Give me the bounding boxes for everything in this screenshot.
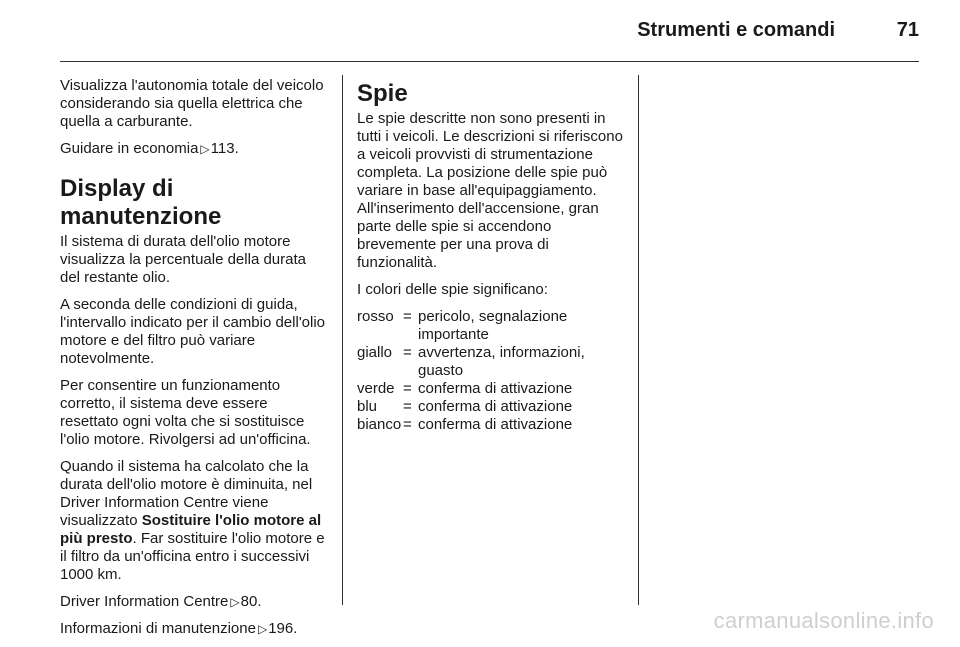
warning-lights-paragraph: Le spie descritte non sono presenti in tutti i veicoli. Le descrizioni si riferiscono a veicoli provvisti di strumentazione completa. La posizione delle spie può variare in base all'equipaggiamento. All'inserimento dell'accensione, gran parte delle spie si accendono brevemente per una prova di funzionalità. (357, 110, 623, 271)
page-header (60, 0, 919, 62)
maintenance-info-reference-page: 196. (268, 620, 298, 637)
color-meaning: avvertenza, informazioni, guasto (418, 344, 585, 379)
color-row (357, 380, 623, 398)
p4-text-pre: Quando il sistema ha calcolato che la durata dell'olio motore è diminuita, nel Driver Information Centre viene visualizzato (60, 458, 313, 529)
column-divider-right (638, 75, 639, 605)
maintenance-paragraph-3: Per consentire un funzionamento corretto, il sistema deve essere resettato ogni volta che si sostituisce l'olio motore. Rivolgersi ad un'officina. (60, 377, 311, 448)
economy-reference (60, 140, 326, 158)
arrow-reference-icon: ▷ (200, 142, 210, 156)
color-name: giallo (357, 344, 393, 361)
equals-sign: = (403, 308, 412, 325)
arrow-reference-icon: ▷ (230, 595, 240, 609)
color-row (357, 416, 623, 434)
maintenance-paragraph-2: A seconda delle condizioni di guida, l'intervallo indicato per il cambio dell'olio motore e del filtro può variare notevolmente. (60, 296, 326, 367)
maintenance-info-reference-text: Informazioni di manutenzione (60, 620, 256, 637)
intro-paragraph: Visualizza l'autonomia totale del veicolo considerando sia quella elettrica che quella a carburante. (60, 77, 324, 130)
site-watermark[interactable]: carmanualsonline.info (713, 608, 934, 633)
color-row (357, 308, 623, 344)
maintenance-display-heading: Display di manutenzione (60, 175, 222, 230)
colors-intro: I colori delle spie significano: (357, 281, 548, 298)
dic-reference-page: 80. (240, 593, 262, 610)
header-divider (60, 61, 919, 62)
left-column (60, 77, 326, 647)
arrow-reference-icon: ▷ (257, 622, 268, 636)
column-divider-left (342, 75, 343, 605)
equals-sign: = (403, 398, 412, 415)
equals-sign: = (403, 416, 412, 433)
dic-reference (60, 593, 326, 611)
color-meaning: conferma di attivazione (418, 380, 573, 397)
maintenance-paragraph-4 (60, 458, 326, 584)
equals-sign: = (403, 344, 412, 361)
section-title: Strumenti e comandi (637, 19, 835, 41)
maintenance-paragraph-1: Il sistema di durata dell'olio motore visualizza la percentuale della durata del restante olio. (60, 233, 306, 286)
maintenance-info-reference (60, 620, 326, 638)
right-column (357, 80, 623, 434)
color-meaning-table (357, 308, 623, 434)
page-number: 71 (896, 19, 919, 41)
warning-lights-heading: Spie (357, 80, 408, 107)
equals-sign: = (403, 380, 412, 397)
color-name: verde (357, 380, 395, 397)
color-name: blu (357, 398, 378, 415)
p4-text-post: . Far sostituire l'olio motore e il filtro da un'officina entro i successivi 1000 km. (60, 530, 325, 583)
dic-reference-text: Driver Information Centre (60, 593, 229, 610)
color-name: rosso (357, 308, 394, 325)
color-row (357, 344, 623, 380)
color-row (357, 398, 623, 416)
color-meaning: pericolo, segnalazione importante (418, 308, 568, 343)
economy-reference-text: Guidare in economia (60, 140, 199, 157)
color-meaning: conferma di attivazione (418, 416, 573, 433)
oil-change-message: Sostituire l'olio motore al più presto (60, 512, 322, 547)
color-name: bianco (357, 416, 402, 433)
color-meaning: conferma di attivazione (418, 398, 573, 415)
economy-reference-page: 113. (210, 140, 239, 157)
